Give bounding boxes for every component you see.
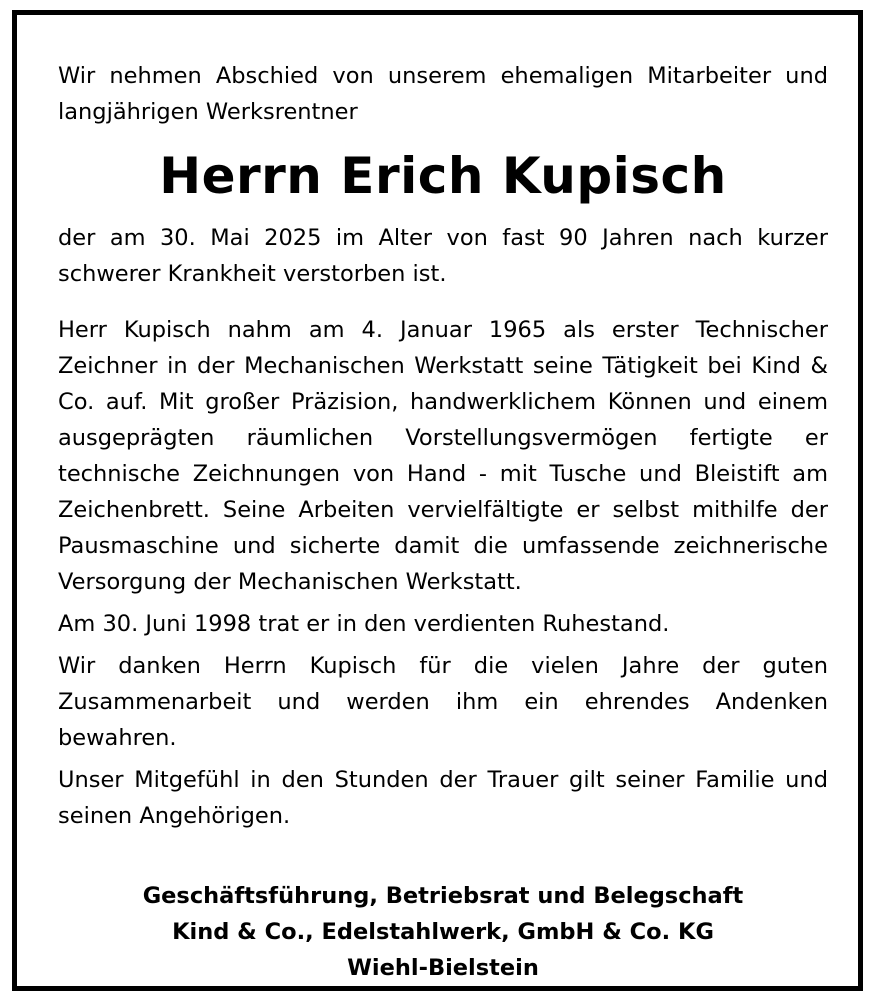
signature-line-3: Wiehl-Bielstein (347, 955, 539, 981)
obituary-content (58, 58, 828, 986)
signature-block (58, 878, 828, 986)
retirement-text: Am 30. Juni 1998 trat er in den verdienten Ruhestand. (58, 611, 670, 637)
obituary-frame (12, 10, 863, 991)
death-text: der am 30. Mai 2025 im Alter von fast 90 Jahren nach kurzer schwerer Krankheit verstorben ist. (58, 225, 828, 287)
intro-text: Wir nehmen Abschied von unserem ehemaligen Mitarbeiter und langjährigen Werksrentner (58, 63, 828, 125)
sympathy-text: Unser Mitgefühl in den Stunden der Trauer gilt seiner Familie und seinen Angehörigen. (58, 767, 828, 829)
thanks-text: Wir danken Herrn Kupisch für die vielen Jahre der guten Zusammenarbeit und werden ihm ein ehrendes Andenken bewahren. (58, 653, 828, 751)
career-text: Herr Kupisch nahm am 4. Januar 1965 als erster Technischer Zeichner in der Mechanischen Werkstatt seine Tätigkeit bei Kind & Co. auf. Mit großer Präzision, handwerklichem Können und einem ausgeprägten räumlichen Vorstellungsvermögen fertigte er technische Zeichnungen von Hand - mit Tusche und Bleistift am Zeichenbrett. Seine Arbeiten vervielfältigte er selbst mithilfe der Pausmaschine und sicherte damit die umfassende zeichnerische Versorgung der Mechanischen Werkstatt. (58, 317, 828, 595)
deceased-name: Herrn Erich Kupisch (159, 147, 727, 205)
signature-line-1: Geschäftsführung, Betriebsrat und Belegschaft (142, 883, 744, 909)
signature-line-2: Kind & Co., Edelstahlwerk, GmbH & Co. KG (172, 919, 714, 945)
